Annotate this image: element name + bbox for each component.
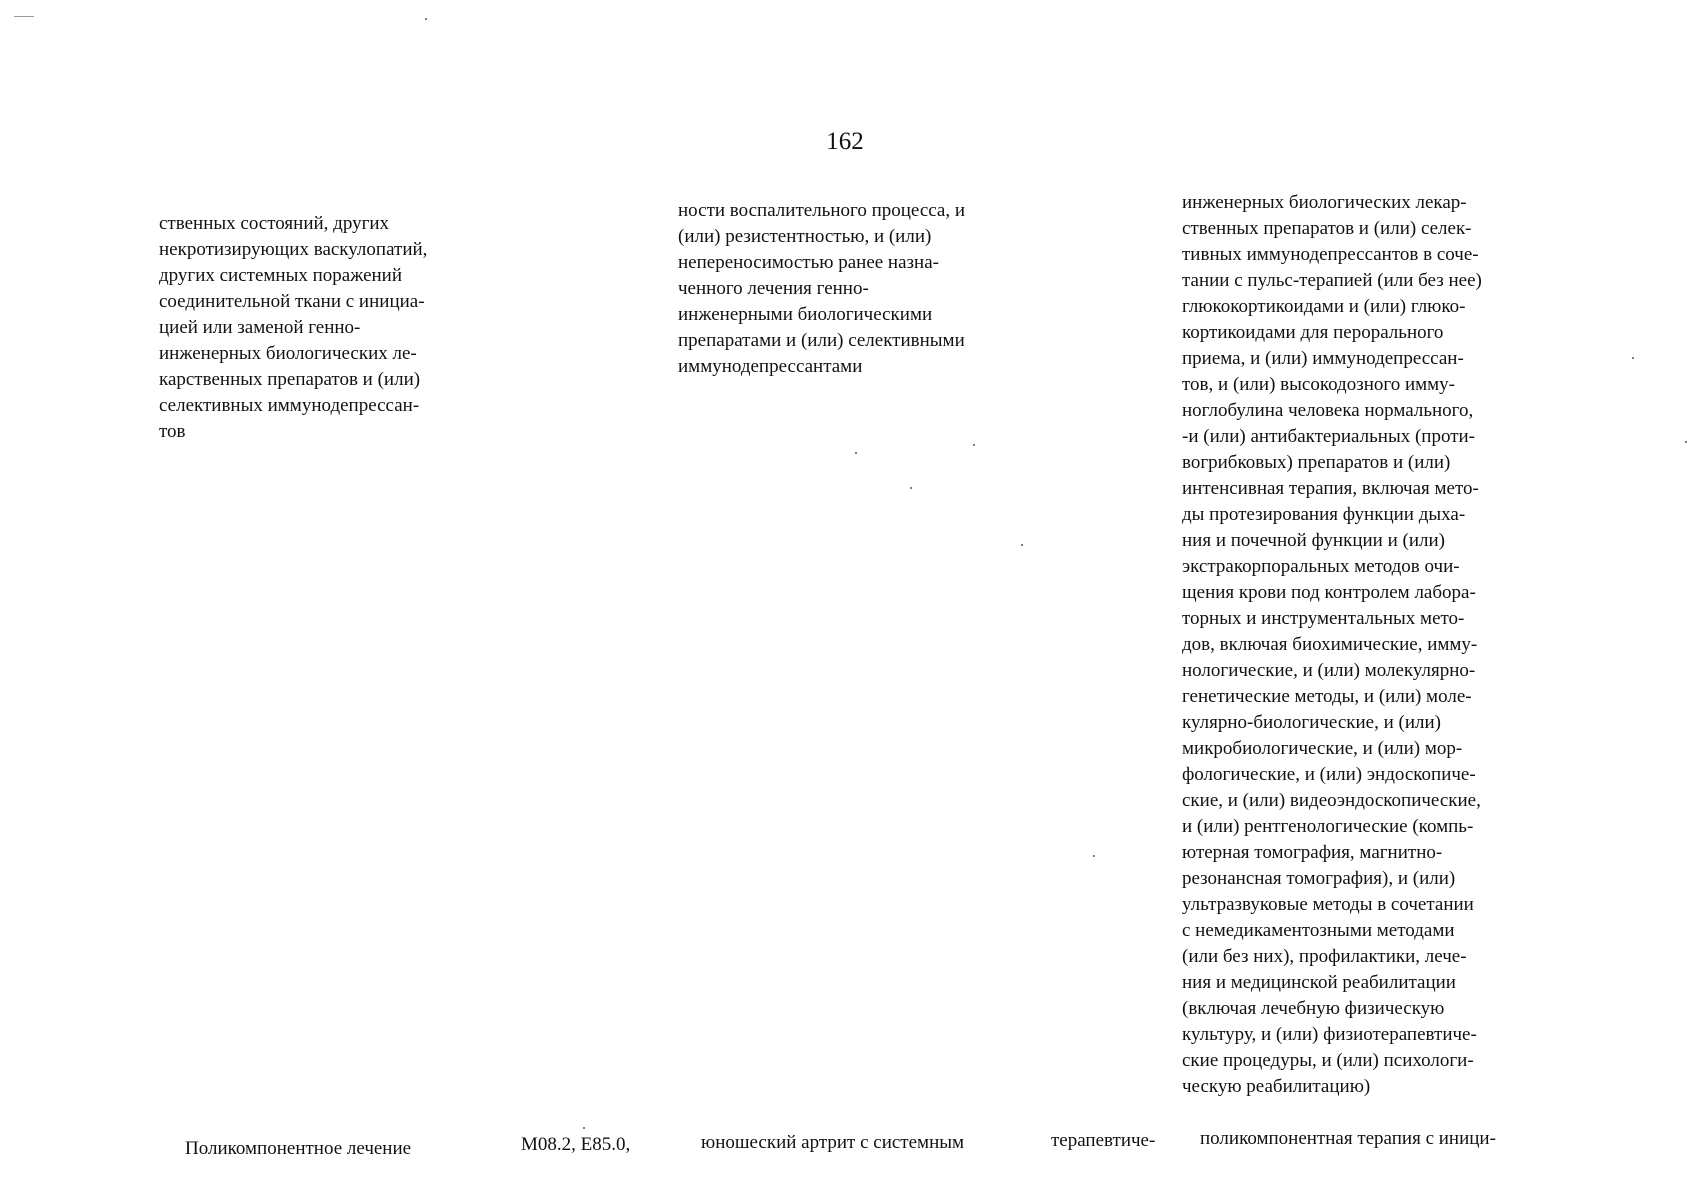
text-line: тании с пульс-терапией (или без нее) [1182, 270, 1482, 291]
text-line: -и (или) антибактериальных (проти- [1182, 426, 1475, 447]
icd-codes-cell: М08.2, Е85.0, [521, 1134, 631, 1155]
text-line: (или) резистентностью, и (или) [678, 226, 932, 247]
text-line: резонансная томография), и (или) [1182, 868, 1456, 889]
middle-text-column [678, 198, 1038, 380]
text-line: ютерная томография, магнитно- [1182, 842, 1443, 863]
text-line: приема, и (или) иммунодепрессан- [1182, 348, 1464, 369]
text-line: кулярно-биологические, и (или) [1182, 712, 1441, 733]
text-line: ния и медицинской реабилитации [1182, 972, 1456, 993]
text-line: (или без них), профилактики, лече- [1182, 946, 1467, 967]
text-line: вогрибковых) препаратов и (или) [1182, 452, 1451, 473]
text-line: (включая лечебную физическую [1182, 998, 1445, 1019]
text-line: ды протезирования функции дыха- [1182, 504, 1466, 525]
text-line: дов, включая биохимические, иммy- [1182, 634, 1478, 655]
text-line: кортикоидами для перорального [1182, 322, 1444, 343]
scan-edge-mark [14, 16, 34, 17]
scan-speck [1093, 855, 1095, 857]
text-line: микробиологические, и (или) мор- [1182, 738, 1463, 759]
treatment-method-cell: поликомпонентная терапия с иници- [1200, 1128, 1496, 1149]
scan-speck [425, 18, 427, 20]
text-line: других системных поражений [159, 265, 403, 286]
text-line: соединительной ткани с инициа- [159, 291, 425, 312]
scan-speck [1021, 544, 1023, 546]
text-line: цией или заменой генно- [159, 317, 361, 338]
text-line: с немедикаментозными методами [1182, 920, 1455, 941]
text-line: ственных препаратов и (или) селек- [1182, 218, 1472, 239]
text-line: глюкокортикоидами и (или) глюко- [1182, 296, 1466, 317]
text-line: интенсивная терапия, включая мето- [1182, 478, 1479, 499]
text-line: ские, и (или) видеоэндоскопические, [1182, 790, 1481, 811]
text-line: карственных препаратов и (или) [159, 369, 421, 390]
text-line: ческую реабилитацию) [1182, 1076, 1371, 1097]
text-line: экстракорпоральных методов очи- [1182, 556, 1460, 577]
text-line: генетические методы, и (или) моле- [1182, 686, 1472, 707]
text-line: препаратами и (или) селективными [678, 330, 965, 351]
text-line: ния и почечной функции и (или) [1182, 530, 1445, 551]
page-number: 162 [826, 128, 864, 155]
text-line: ноглобулина человека нормального, [1182, 400, 1474, 421]
text-line: торных и инструментальных мето- [1182, 608, 1465, 629]
right-text-column [1182, 190, 1562, 1100]
table-row [0, 1122, 1696, 1162]
text-line: селективных иммунодепрессан- [159, 395, 420, 416]
text-line: иммунодепрессантами [678, 356, 863, 377]
text-line: тов [159, 421, 186, 442]
text-line: культуру, и (или) физиотерапевтиче- [1182, 1024, 1477, 1045]
scan-speck [1632, 357, 1634, 359]
condition-cell: юношеский артрит с системным [701, 1132, 965, 1153]
text-line: некротизирующих васкулопатий, [159, 239, 428, 260]
treatment-type-cell: терапевтиче- [1051, 1130, 1156, 1151]
treatment-name-cell: Поликомпонентное лечение [185, 1138, 412, 1159]
text-line: нологические, и (или) молекулярно- [1182, 660, 1476, 681]
text-line: ственных состояний, других [159, 213, 390, 234]
scan-speck [910, 487, 912, 489]
text-line: тивных иммунодепрессантов в соче- [1182, 244, 1479, 265]
text-line: инженерных биологических ле- [159, 343, 417, 364]
text-line: ности воспалительного процесса, и [678, 200, 966, 221]
text-line: ультразвуковые методы в сочетании [1182, 894, 1474, 915]
text-line: инженерными биологическими [678, 304, 933, 325]
text-line: инженерных биологических лекар- [1182, 192, 1467, 213]
text-line: щения крови под контролем лабора- [1182, 582, 1476, 603]
text-line: ские процедуры, и (или) психологи- [1182, 1050, 1474, 1071]
scan-speck [973, 444, 975, 446]
text-line: фологические, и (или) эндоскопиче- [1182, 764, 1476, 785]
text-line: тов, и (или) высокодозного иммy- [1182, 374, 1456, 395]
text-line: и (или) рентгенологические (компь- [1182, 816, 1474, 837]
scan-speck [1685, 441, 1687, 443]
text-line: ченного лечения генно- [678, 278, 869, 299]
text-line: непереносимостью ранее назна- [678, 252, 939, 273]
scan-speck [855, 452, 857, 454]
scan-speck [583, 1127, 585, 1129]
left-text-column [159, 211, 489, 445]
